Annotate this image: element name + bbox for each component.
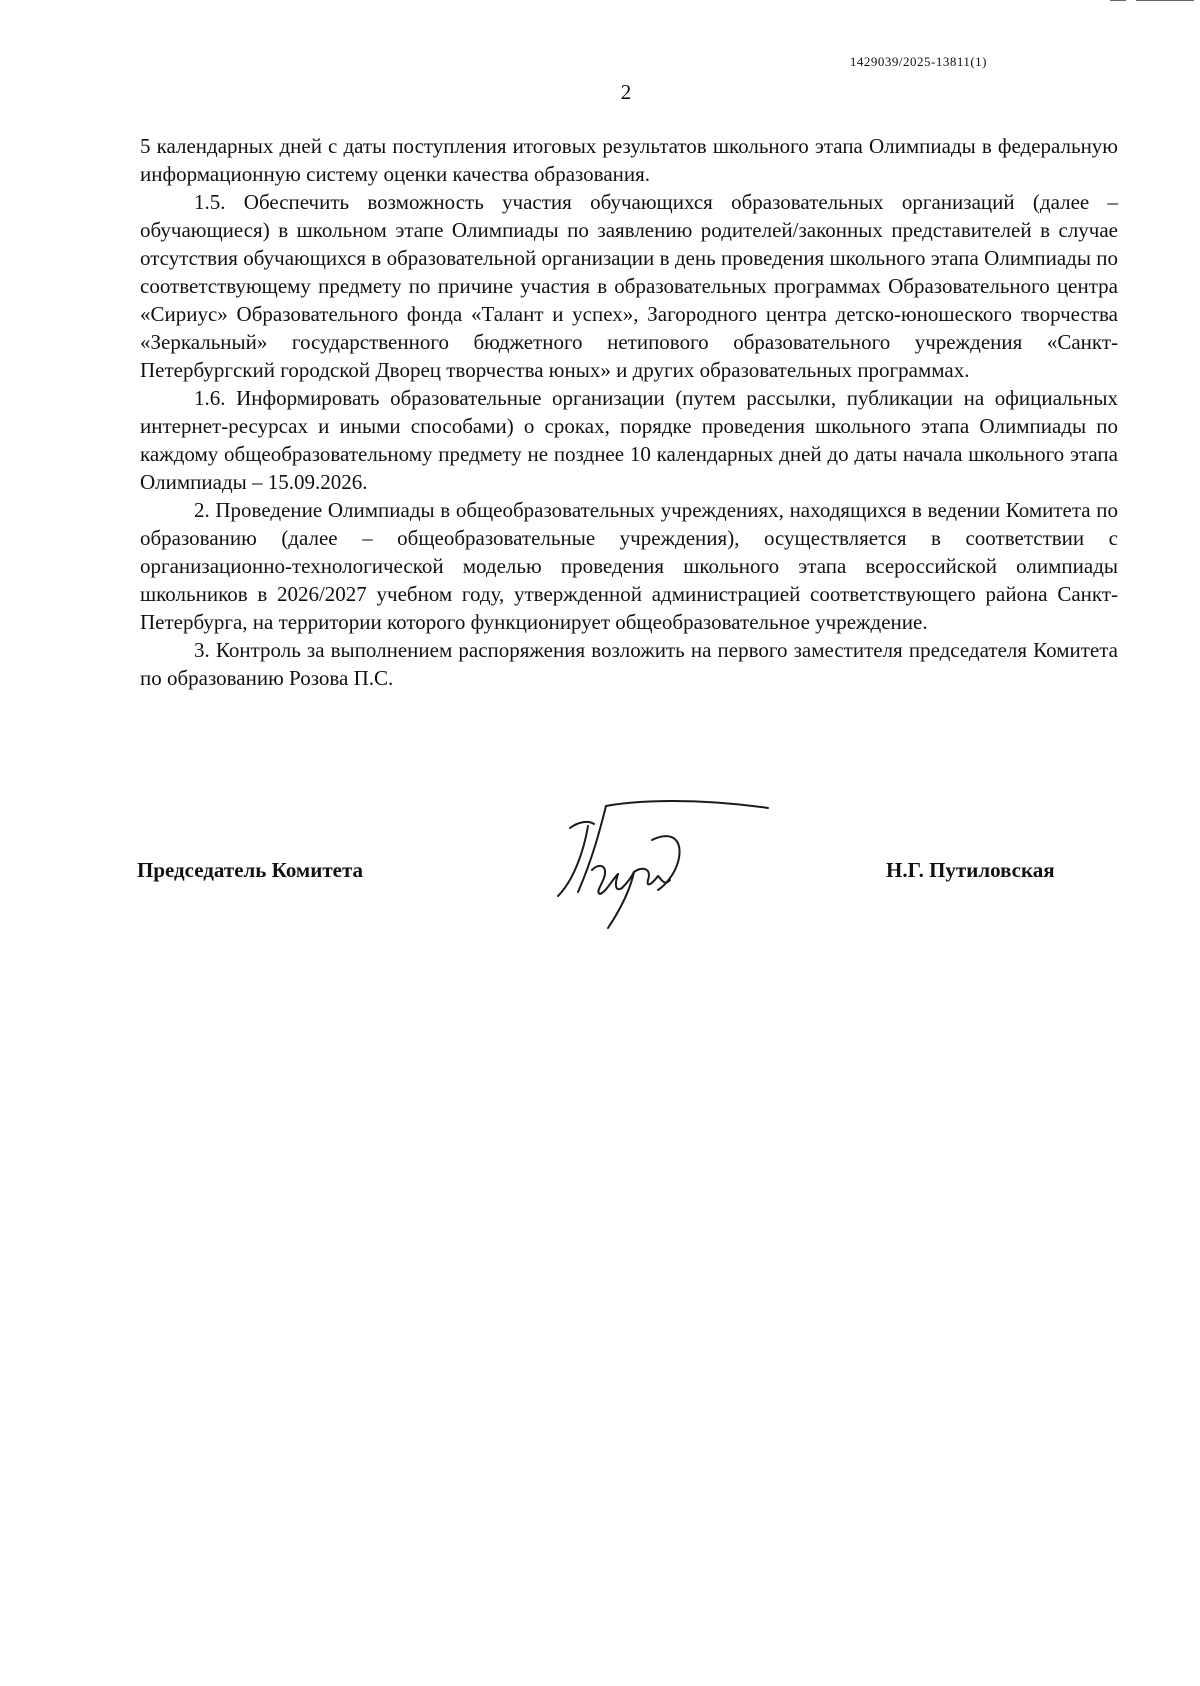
signatory-position: Председатель Комитета	[137, 858, 364, 882]
scan-edge-mark	[1090, 0, 1200, 4]
registration-number: 1429039/2025-13811(1)	[849, 54, 987, 69]
document-body	[140, 132, 1118, 692]
handwritten-signature	[548, 800, 788, 930]
paragraph-continuation: 5 календарных дней с даты поступления итоговых результатов школьного этапа Олимпиады в федеральную информационную систему оценки качества образования.	[140, 134, 1118, 186]
paragraph-1-5: 1.5. Обеспечить возможность участия обучающихся образовательных организаций (далее – обучающиеся) в школьном этапе Олимпиады по заявлению родителей/законных представителей в случае отсутствия обучающихся в образовательной организации в день проведения школьного этапа Олимпиады по соответствующему предмету по причине участия в образовательных программах Образовательного центра «Сириус» Образовательного фонда «Талант и успех», Загородного центра детско-юношеского творчества «Зеркальный» государственного бюджетного нетипового образовательного учреждения «Санкт-Петербургский городской Дворец творчества юных» и других образовательных программах.	[140, 190, 1118, 382]
signatory-name: Н.Г. Путиловская	[886, 858, 1055, 882]
page-number: 2	[620, 80, 632, 104]
signature-block	[0, 800, 1200, 920]
paragraph-1-6: 1.6. Информировать образовательные организации (путем рассылки, публикации на официальных интернет-ресурсах и иными способами) о сроках, порядке проведения школьного этапа Олимпиады по каждому общеобразовательному предмету не позднее 10 календарных дней до даты начала школьного этапа Олимпиады – 15.09.2026.	[140, 386, 1118, 494]
paragraph-2: 2. Проведение Олимпиады в общеобразовательных учреждениях, находящихся в ведении Комитета по образованию (далее – общеобразовательные учреждения), осуществляется в соответствии с организационно-технологической моделью проведения школьного этапа всероссийской олимпиады школьников в 2026/2027 учебном году, утвержденной администрацией соответствующего района Санкт-Петербурга, на территории которого функционирует общеобразовательное учреждение.	[140, 498, 1118, 634]
paragraph-3: 3. Контроль за выполнением распоряжения возложить на первого заместителя председателя Комитета по образованию Розова П.С.	[140, 638, 1118, 690]
